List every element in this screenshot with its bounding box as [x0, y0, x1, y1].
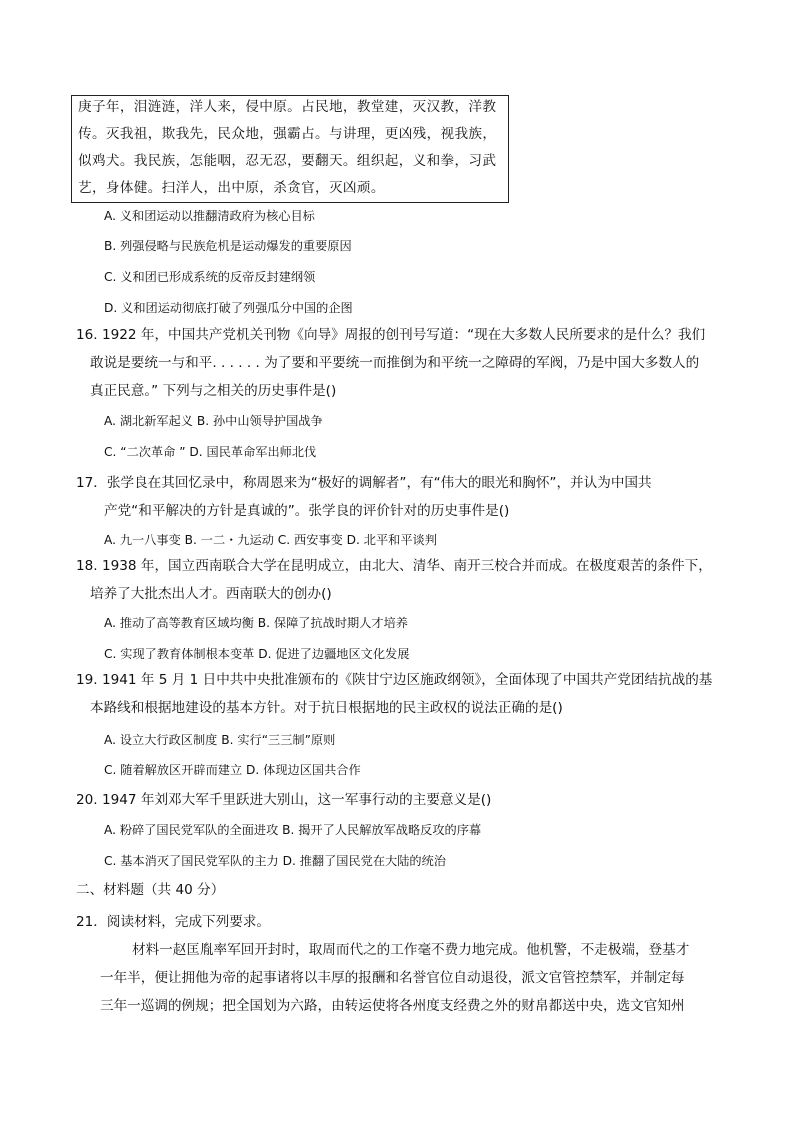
question-21-stem: 21．阅读材料，完成下列要求。 [76, 914, 271, 930]
material-line: 庚子年，泪涟涟，洋人来，侵中原。占民地，教堂建，灭汉教，洋教 [78, 99, 497, 115]
question-20-line: 20. 1947 年刘邓大军千里跃进大别山，这一军事行动的主要意义是() [76, 792, 492, 808]
option-a: A. 义和团运动以推翻清政府为核心目标 [104, 209, 315, 223]
question-17-line: 17．张学良在其回忆录中，称周恩来为“极好的调解者”，有“伟大的眼光和胸怀”，并认为中国共 [76, 475, 652, 491]
option-line: A. 粉碎了国民党军队的全面进攻 B. 揭开了人民解放军战略反攻的序幕 [104, 823, 482, 837]
section-title: 二、材料题（共 40 分） [76, 882, 225, 898]
question-19-line: 本路线和根据地建设的基本方针。对于抗日根据地的民主政权的说法正确的是() [90, 700, 563, 716]
option-b: B. 列强侵略与民族危机是运动爆发的重要原因 [104, 239, 352, 253]
question-18-line: 18. 1938 年，国立西南联合大学在昆明成立，由北大、清华、南开三校合并而成。在极度艰苦的条件下， [76, 558, 712, 574]
question-16-line: 真正民意。” 下列与之相关的历史事件是() [90, 383, 337, 399]
material-one-line: 一年半，便让拥他为帝的起事诸将以丰厚的报酬和名誉官位自动退役，派文官管控禁军，并制定每 [100, 970, 685, 986]
material-one-line: 三年一巡调的例规；把全国划为六路，由转运使将各州度支经费之外的财帛都送中央，选文官知州 [100, 998, 685, 1014]
option-line: C. “二次革命 ” D. 国民革命军出师北伐 [104, 445, 317, 459]
option-d: D. 义和团运动彻底打破了列强瓜分中国的企图 [104, 301, 353, 315]
question-16-line: 敢说是要统一与和平. . . . . . 为了要和平要统一而推倒为和平统一之障碍的军阀，乃是中国大多数人的 [90, 355, 700, 371]
question-19-line: 19. 1941 年 5 月 1 日中共中央批准颁布的《陕甘宁边区施政纲领》，全面体现了中国共产党团结抗战的基 [76, 672, 713, 688]
option-line: C. 基本消灭了国民党军队的主力 D. 推翻了国民党在大陆的统治 [104, 854, 446, 868]
option-c: C. 义和团已形成系统的反帝反封建纲领 [104, 270, 316, 284]
option-line: A. 推动了高等教育区域均衡 B. 保障了抗战时期人才培养 [104, 616, 408, 630]
material-line: 似鸡犬。我民族，怎能咽，忍无忍，要翻天。组织起，义和拳，习武 [78, 153, 497, 169]
material-one-line: 材料一赵匡胤率军回开封时，取周而代之的工作毫不费力地完成。他机警，不走极端，登基才 [132, 942, 690, 958]
material-line: 艺，身体健。扫洋人，出中原，杀贪官，灭凶顽。 [78, 180, 385, 196]
question-16-line: 16. 1922 年，中国共产党机关刊物《向导》周报的创刊号写道：“现在大多数人民所要求的是什么？我们 [76, 327, 706, 343]
option-line: A. 设立大行政区制度 B. 实行“三三制”原则 [104, 733, 336, 747]
option-line: A. 湖北新军起义 B. 孙中山领导护国战争 [104, 414, 323, 428]
option-line: C. 实现了教育体制根本变革 D. 促进了边疆地区文化发展 [104, 647, 410, 661]
question-17-line: 产党“和平解决的方针是真诚的”。张学良的评价针对的历史事件是() [104, 503, 510, 519]
option-line: A. 九一八事变 B. 一二・九运动 C. 西安事变 D. 北平和平谈判 [104, 533, 437, 547]
question-18-line: 培养了大批杰出人才。西南联大的创办() [90, 586, 332, 602]
option-line: C. 随着解放区开辟而建立 D. 体现边区国共合作 [104, 763, 361, 777]
material-line: 传。灭我祖，欺我先，民众地，强霸占。与讲理，更凶残，视我族， [78, 126, 497, 142]
